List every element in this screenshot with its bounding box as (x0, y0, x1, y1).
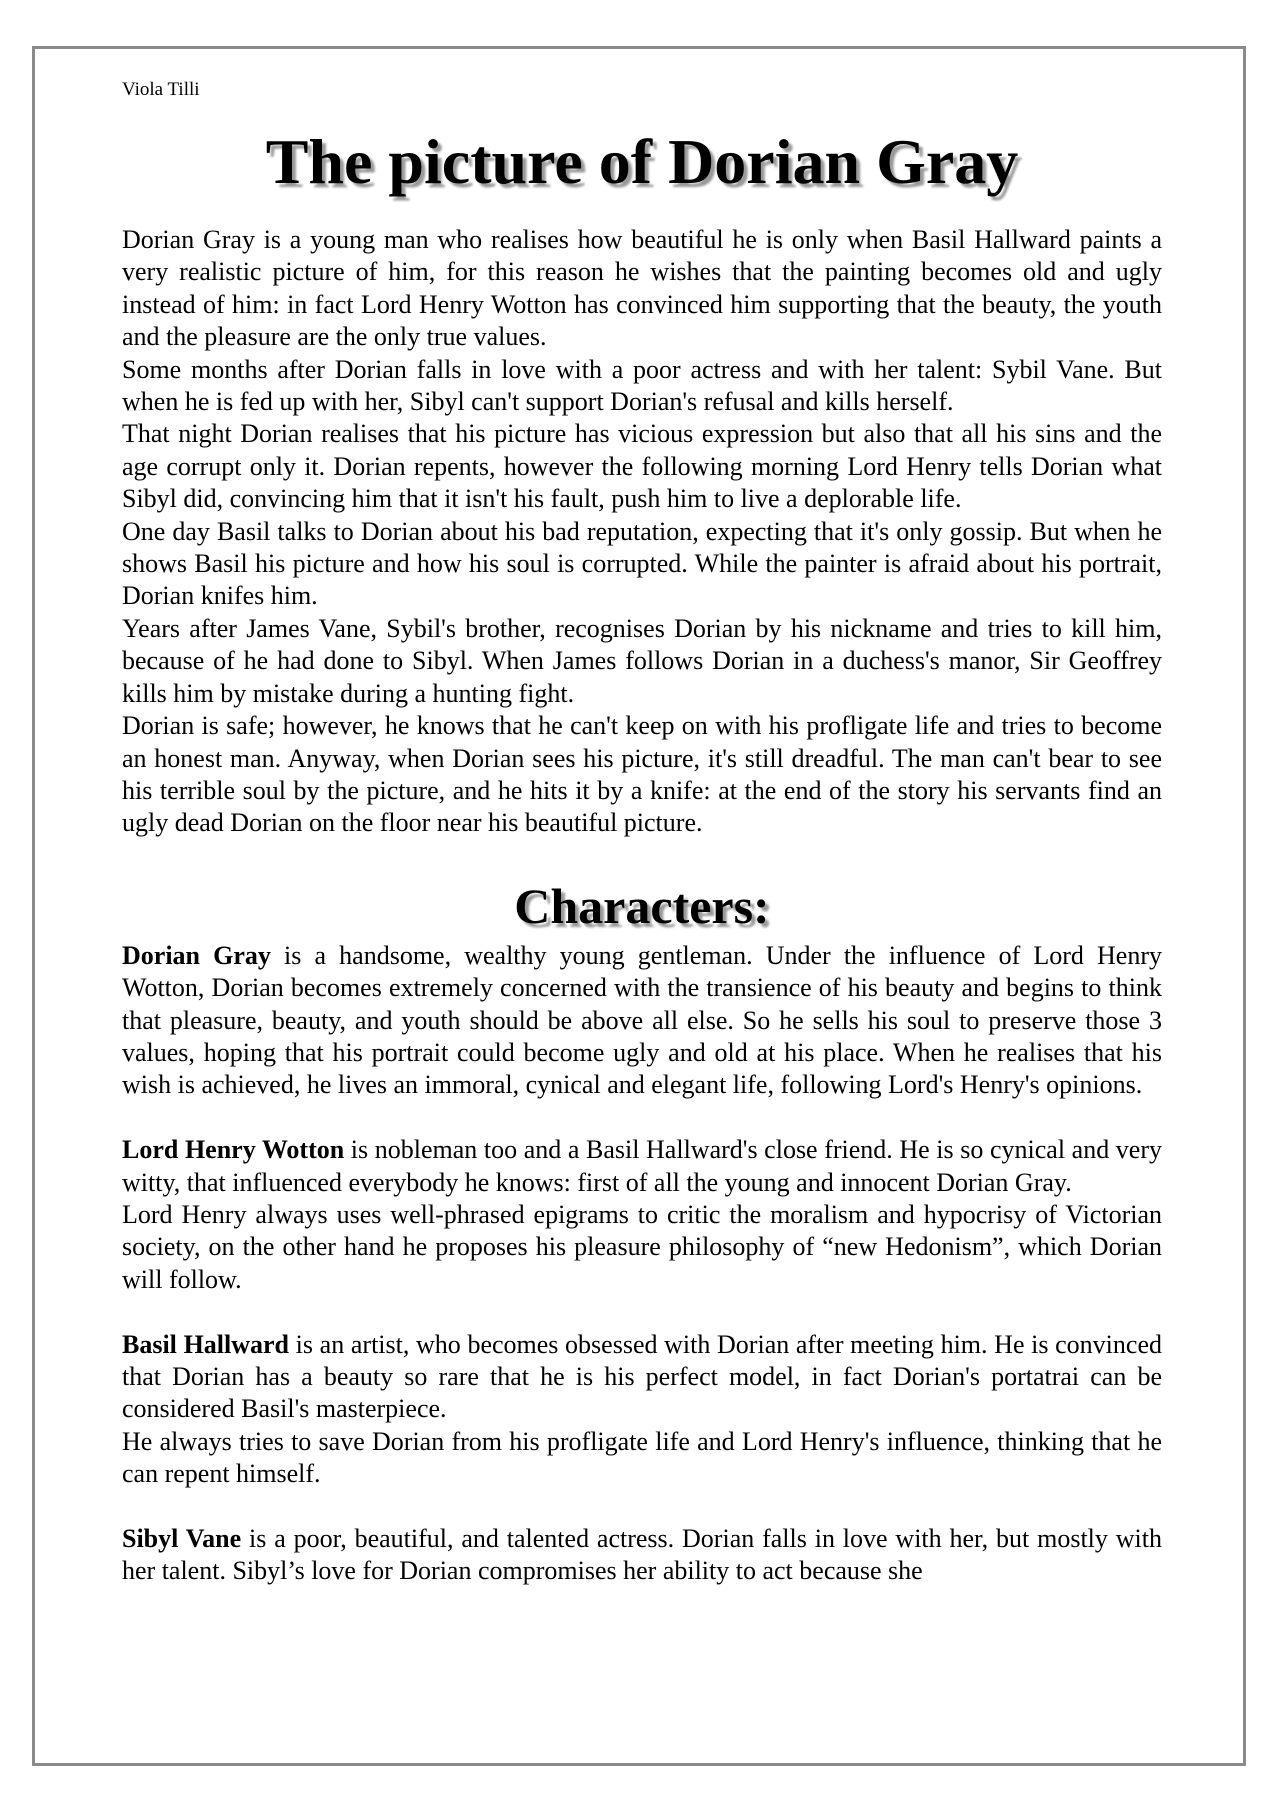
character-paragraph: Lord Henry always uses well-phrased epigrams to critic the moralism and hypocrisy of Victorian society, on the other hand he proposes his pleasure philosophy of “new Hedonism”, which Dorian will follow. (122, 1199, 1162, 1294)
document-body (122, 78, 1162, 1620)
character-paragraph (122, 1523, 1162, 1588)
character-name: Lord Henry Wotton (122, 1135, 345, 1165)
character-name: Basil Hallward (122, 1329, 290, 1359)
character-name: Dorian Gray (122, 940, 271, 970)
characters-list (122, 940, 1162, 1588)
summary-paragraph: Dorian is safe; however, he knows that he can't keep on with his profligate life and tries to become an honest man. Anyway, when Dorian sees his picture, it's still dreadful. The man can't bear to see his terrible soul by the picture, and he hits it by a knife: at the end of the story his servants find an ugly dead Dorian on the floor near his beautiful picture. (122, 711, 1162, 838)
character-entry-dorian-gray (122, 940, 1162, 1102)
characters-heading: Characters: (514, 877, 770, 934)
document-title: The picture of Dorian Gray (265, 126, 1019, 197)
character-paragraph (122, 1329, 1162, 1426)
author-name: Viola Tilli (122, 79, 200, 100)
summary-paragraph: That night Dorian realises that his picture has vicious expression but also that all his sins and the age corrupt only it. Dorian repents, however the following morning Lord Henry tells Dorian what Sibyl did, convincing him that it isn't his fault, push him to live a deplorable life. (122, 419, 1162, 514)
character-paragraph: He always tries to save Dorian from his profligate life and Lord Henry's influence, thinking that he can repent himself. (122, 1426, 1162, 1489)
character-entry-sibyl-vane (122, 1523, 1162, 1588)
summary-paragraph: Dorian Gray is a young man who realises how beautiful he is only when Basil Hallward paints a very realistic picture of him, for this reason he wishes that the painting becomes old and ugly instead of him: in fact Lord Henry Wotton has convinced him supporting that the beauty, the youth and the pleasure are the only true values. (122, 225, 1162, 352)
character-paragraph (122, 940, 1162, 1102)
summary-paragraph: One day Basil talks to Dorian about his bad reputation, expecting that it's only gossip. But when he shows Basil his picture and how his soul is corrupted. While the painter is afraid about his portrait, Dorian knifes him. (122, 516, 1162, 611)
plot-summary (122, 224, 1162, 840)
summary-paragraph: Years after James Vane, Sybil's brother, recognises Dorian by his nickname and tries to kill him, because of he had done to Sibyl. When James follows Dorian in a duchess's manor, Sir Geoffrey kills him by mistake during a hunting fight. (122, 613, 1162, 708)
character-paragraph (122, 1134, 1162, 1199)
character-entry-basil-hallward (122, 1329, 1162, 1491)
character-name: Sibyl Vane (122, 1523, 242, 1553)
character-description: is a handsome, wealthy young gentleman. Under the influence of Lord Henry Wotton, Dorian becomes extremely concerned with the transience of his beauty and begins to think that pleasure, beauty, and youth should be above all else. So he sells his soul to preserve those 3 values, hoping that his portrait could become ugly and old at his place. When he realises that his wish is achieved, he lives an immoral, cynical and elegant life, following Lord's Henry's opinions. (122, 940, 1162, 1100)
character-description: is a poor, beautiful, and talented actress. Dorian falls in love with her, but mostly with her talent. Sibyl’s love for Dorian compromises her ability to act because she (122, 1523, 1162, 1586)
character-description: is nobleman too and a Basil Hallward's close friend. He is so cynical and very witty, that influenced everybody he knows: first of all the young and innocent Dorian Gray. (122, 1135, 1162, 1197)
summary-paragraph: Some months after Dorian falls in love with a poor actress and with her talent: Sybil Vane. But when he is fed up with her, Sibyl can't support Dorian's refusal and kills herself. (122, 354, 1162, 417)
character-entry-lord-henry-wotton (122, 1134, 1162, 1296)
character-description: is an artist, who becomes obsessed with Dorian after meeting him. He is convinced that Dorian has a beauty so rare that he is his perfect model, in fact Dorian's portatrai can be considered Basil's masterpiece. (122, 1329, 1162, 1424)
